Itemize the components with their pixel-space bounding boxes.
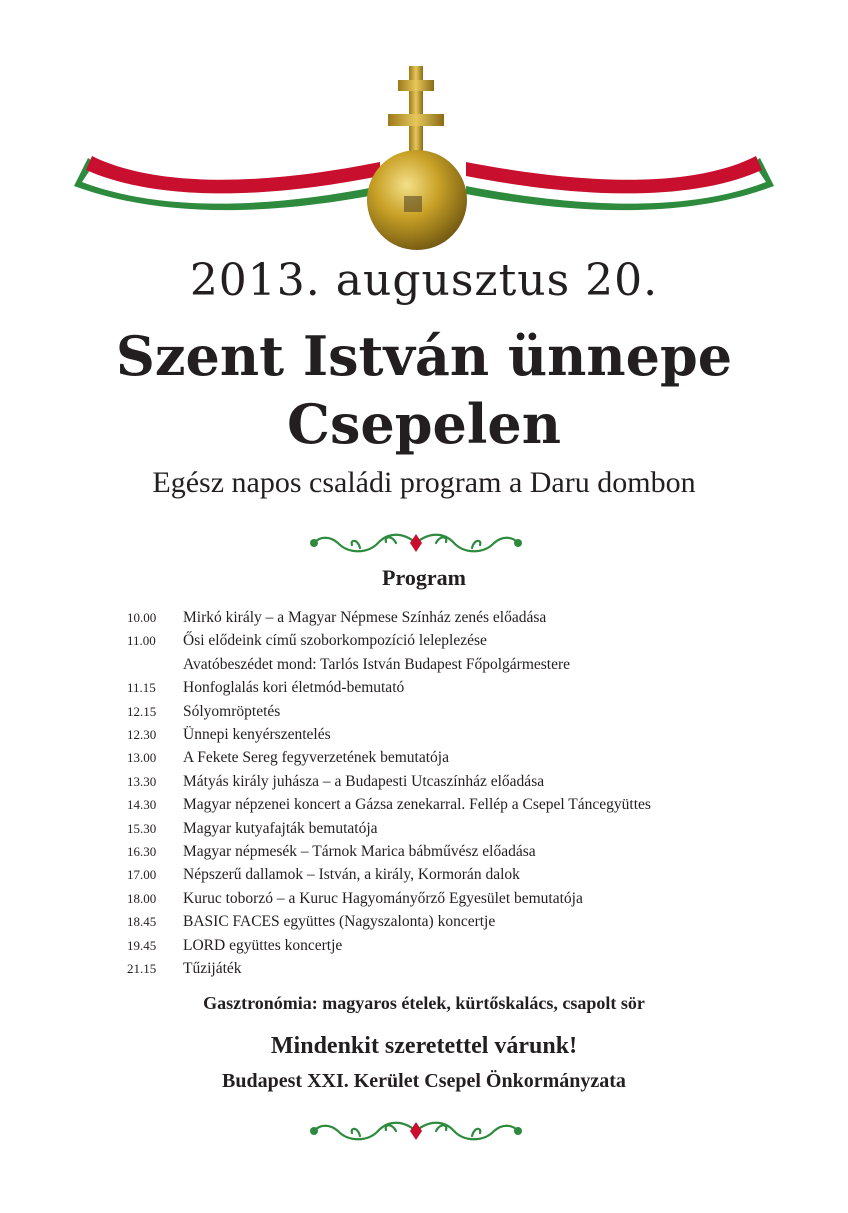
schedule-time: 11.15	[127, 680, 156, 696]
program-schedule	[127, 606, 787, 981]
welcome-message: Mindenkit szeretettel várunk!	[270, 1033, 578, 1059]
schedule-row	[127, 957, 787, 980]
page-title	[0, 322, 848, 458]
gastronomy-note: Gasztronómia: magyaros ételek, kürtőskalács, csapolt sör	[203, 993, 645, 1013]
schedule-description	[183, 606, 787, 629]
event-date: 2013. augusztus 20.	[189, 255, 659, 306]
schedule-row	[127, 676, 787, 699]
schedule-time: 19.45	[127, 937, 157, 953]
header-emblem	[0, 0, 848, 260]
title-line-2: Csepelen	[287, 392, 561, 456]
schedule-time: 21.15	[127, 961, 157, 977]
schedule-time: 18.45	[127, 914, 157, 930]
schedule-description-line: Tűzijáték	[183, 960, 242, 978]
schedule-description	[183, 770, 787, 793]
page-subtitle: Egész napos családi program a Daru dombon	[152, 466, 696, 499]
schedule-description-line: Avatóbeszédet mond: Tarlós István Budapest Főpolgármestere	[183, 655, 571, 673]
schedule-time: 14.30	[127, 797, 157, 813]
schedule-time: 10.00	[127, 610, 157, 625]
folk-ornament-bottom-icon	[308, 1118, 524, 1144]
schedule-description	[183, 676, 787, 699]
schedule-description-line: Honfoglalás kori életmód-bemutató	[183, 679, 405, 697]
schedule-row	[127, 910, 787, 933]
schedule-description	[183, 840, 787, 863]
schedule-row	[127, 700, 787, 723]
schedule-description-line: Sólyomröptetés	[183, 702, 281, 720]
schedule-description-line: A Fekete Sereg fegyverzetének bemutatója	[183, 749, 449, 767]
schedule-time: 17.00	[127, 867, 157, 883]
schedule-row	[127, 934, 787, 957]
schedule-description	[183, 863, 787, 886]
schedule-time: 13.30	[127, 773, 157, 789]
holy-crown-orb-icon	[0, 0, 848, 260]
schedule-time: 12.30	[127, 727, 157, 743]
schedule-description	[183, 887, 787, 910]
schedule-description-line: Mirkó király – a Magyar Népmese Színház zenés előadása	[183, 609, 547, 626]
schedule-description	[183, 723, 787, 746]
schedule-row	[127, 606, 787, 629]
schedule-description-line: Mátyás király juhásza – a Budapesti Utcaszínház előadása	[183, 772, 545, 790]
program-heading: Program	[382, 565, 466, 590]
schedule-time: 15.30	[127, 820, 157, 836]
schedule-row	[127, 746, 787, 769]
schedule-time: 16.30	[127, 844, 157, 860]
schedule-row	[127, 793, 787, 816]
schedule-row	[127, 629, 787, 676]
schedule-description-line: Népszerű dallamok – István, a király, Kormorán dalok	[183, 866, 520, 884]
ribbon-right	[466, 156, 774, 210]
schedule-row	[127, 817, 787, 840]
schedule-time: 11.00	[127, 633, 156, 649]
schedule-row	[127, 887, 787, 910]
schedule-description-line: Magyar népzenei koncert a Gázsa zenekarral. Fellép a Csepel Táncegyüttes	[183, 796, 651, 814]
schedule-time: 18.00	[127, 890, 157, 906]
schedule-description-line: Kuruc toborzó – a Kuruc Hagyományőrző Egyesület bemutatója	[183, 889, 583, 907]
schedule-description-line: Magyar kutyafajták bemutatója	[183, 819, 378, 837]
schedule-description	[183, 957, 787, 980]
schedule-time: 12.15	[127, 703, 157, 719]
organizer: Budapest XXI. Kerület Csepel Önkormányzata	[222, 1070, 626, 1092]
schedule-description	[183, 934, 787, 957]
schedule-description	[183, 910, 787, 933]
schedule-description-line: BASIC FACES együttes (Nagyszalonta) koncertje	[183, 913, 496, 931]
schedule-description	[183, 793, 787, 816]
schedule-row	[127, 723, 787, 746]
title-line-1: Szent István ünnepe	[115, 324, 733, 388]
schedule-description-line: LORD együttes koncertje	[183, 936, 343, 954]
folk-ornament-icon	[308, 530, 524, 556]
schedule-description	[183, 746, 787, 769]
schedule-description	[183, 629, 787, 676]
schedule-description-line: Ősi elődeink című szoborkompozíció leleplezése	[183, 632, 487, 650]
schedule-description	[183, 700, 787, 723]
ribbon-left	[74, 156, 380, 210]
schedule-description-line: Ünnepi kenyérszentelés	[183, 726, 331, 744]
schedule-row	[127, 840, 787, 863]
schedule-description-line: Magyar népmesék – Tárnok Marica bábművész előadása	[183, 843, 536, 861]
schedule-row	[127, 770, 787, 793]
schedule-row	[127, 863, 787, 886]
schedule-description	[183, 817, 787, 840]
schedule-time: 13.00	[127, 750, 157, 766]
